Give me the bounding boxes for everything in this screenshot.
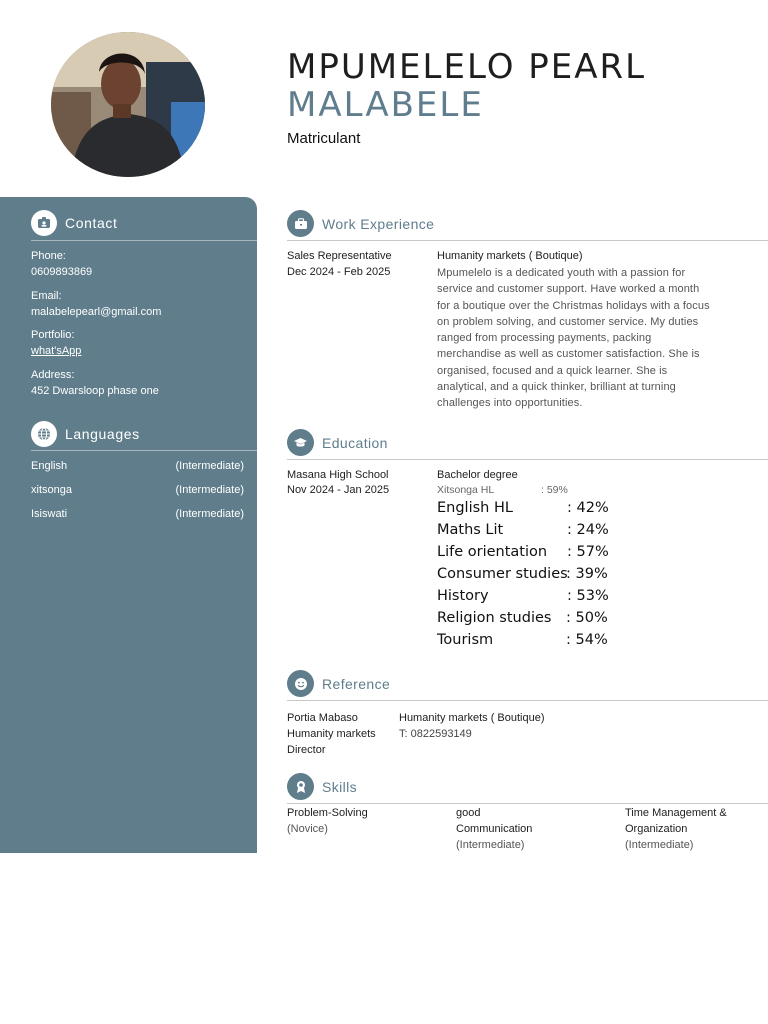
portfolio-field [31,327,81,359]
languages-heading [31,421,140,447]
work-description-line: for a boutique over the Christmas holidays with a focus [437,299,710,312]
work-description-line: ranged from processing payments, packing [437,332,652,345]
work-description-line: on problem solving, and customer service. My duties [437,315,699,328]
work-description [437,265,742,412]
languages-divider [31,450,257,451]
subject-name: Life orientation [437,544,548,560]
globe-icon [31,421,57,447]
subject-name: English HL [437,500,513,516]
id-card-icon [31,210,57,236]
smiley-icon [287,670,314,697]
subject-name: History [437,588,489,604]
skills-title: Skills [322,778,358,795]
skill-label: good [456,807,481,819]
subject-name: Xitsonga HL [437,484,495,496]
contact-title: Contact [65,215,118,231]
work-description-line: Mpumelelo is a dedicated youth with a passion for [437,267,686,279]
skill-label: Communication [456,823,533,835]
contact-divider [31,240,257,241]
school-name: Masana High School [287,469,389,481]
education-title: Education [322,434,388,451]
skills-heading [287,773,357,800]
contact-heading [31,210,117,236]
subject-score: : 59% [541,484,568,496]
last-name: MALABELE [287,85,484,125]
phone-field [31,248,92,280]
language-item [31,508,244,520]
briefcase-icon [287,210,314,237]
work-description-line: merchandise as well as customer satisfaction. She is [437,348,700,361]
email-label: Email: [31,290,62,302]
subject-name: Tourism [437,632,494,648]
reference-company: Humanity markets ( Boutique) [399,712,545,724]
work-description-line: service and customer support. Have worked a month [437,283,700,296]
subject-score: : 42% [567,500,609,516]
first-name: MPUMELELO PEARL [287,47,647,87]
skill-label: Organization [625,823,688,835]
language-level: (Intermediate) [175,460,244,472]
skill-item [287,805,368,837]
work-description-line: challenges into opportunities. [437,397,583,410]
subject-row-first [437,484,597,496]
reference-phone: T: 0822593149 [399,728,472,740]
address-field [31,367,159,399]
reference-position: Director [287,744,326,756]
work-role: Sales Representative [287,250,392,262]
email-value: malabelepearl@gmail.com [31,306,162,318]
work-dates: Dec 2024 - Feb 2025 [287,266,391,278]
profile-photo [51,32,205,177]
reference-org: Humanity markets [287,728,376,740]
subject-score: : 39% [566,566,608,582]
job-title: Matriculant [287,130,361,147]
skill-label: Time Management & [625,807,727,819]
subject-score: : 24% [567,522,609,538]
sidebar [0,197,257,853]
education-dates: Nov 2024 - Jan 2025 [287,484,390,496]
work-description-line: analytical, and a quick thinker, brilliant at turning [437,381,676,394]
language-name: xitsonga [31,484,72,496]
work-experience-heading [287,210,434,237]
subject-score: : 53% [567,588,609,604]
reference-divider [287,700,768,701]
skill-level: (Intermediate) [625,839,694,851]
graduation-cap-icon [287,429,314,456]
education-divider [287,459,768,460]
skill-level: (Intermediate) [456,839,525,851]
subject-name: Religion studies [437,610,552,626]
skill-item [625,805,727,853]
award-icon [287,773,314,800]
work-divider [287,240,768,241]
language-item [31,484,244,496]
reference-heading [287,670,390,697]
portfolio-link[interactable]: what'sApp [31,345,82,357]
subject-name: Consumer studies [437,566,568,582]
reference-person [287,710,376,758]
reference-name: Portia Mabaso [287,712,358,724]
languages-title: Languages [65,426,140,442]
skill-level: (Novice) [287,823,328,835]
name-header [287,48,646,147]
reference-title: Reference [322,675,391,692]
subject-name: Maths Lit [437,522,504,538]
phone-value: 0609893869 [31,266,93,278]
skill-item [456,805,532,853]
language-level: (Intermediate) [175,484,244,496]
education-heading [287,429,388,456]
portfolio-label: Portfolio: [31,329,75,341]
subject-score: : 54% [566,632,608,648]
degree: Bachelor degree [437,469,518,481]
language-name: Isiswati [31,508,68,520]
phone-label: Phone: [31,250,66,262]
email-field [31,288,161,320]
address-value: 452 Dwarsloop phase one [31,385,159,397]
language-level: (Intermediate) [175,508,244,520]
skills-divider [287,803,768,804]
skill-label: Problem-Solving [287,807,368,819]
work-description-line: organised, focused and a quick learner. She is [437,364,668,377]
work-company: Humanity markets ( Boutique) [437,250,583,262]
subject-score: : 50% [566,610,608,626]
language-name: English [31,460,68,472]
subject-score: : 57% [567,544,609,560]
work-experience-title: Work Experience [322,215,435,232]
address-label: Address: [31,369,75,381]
language-item [31,460,244,472]
